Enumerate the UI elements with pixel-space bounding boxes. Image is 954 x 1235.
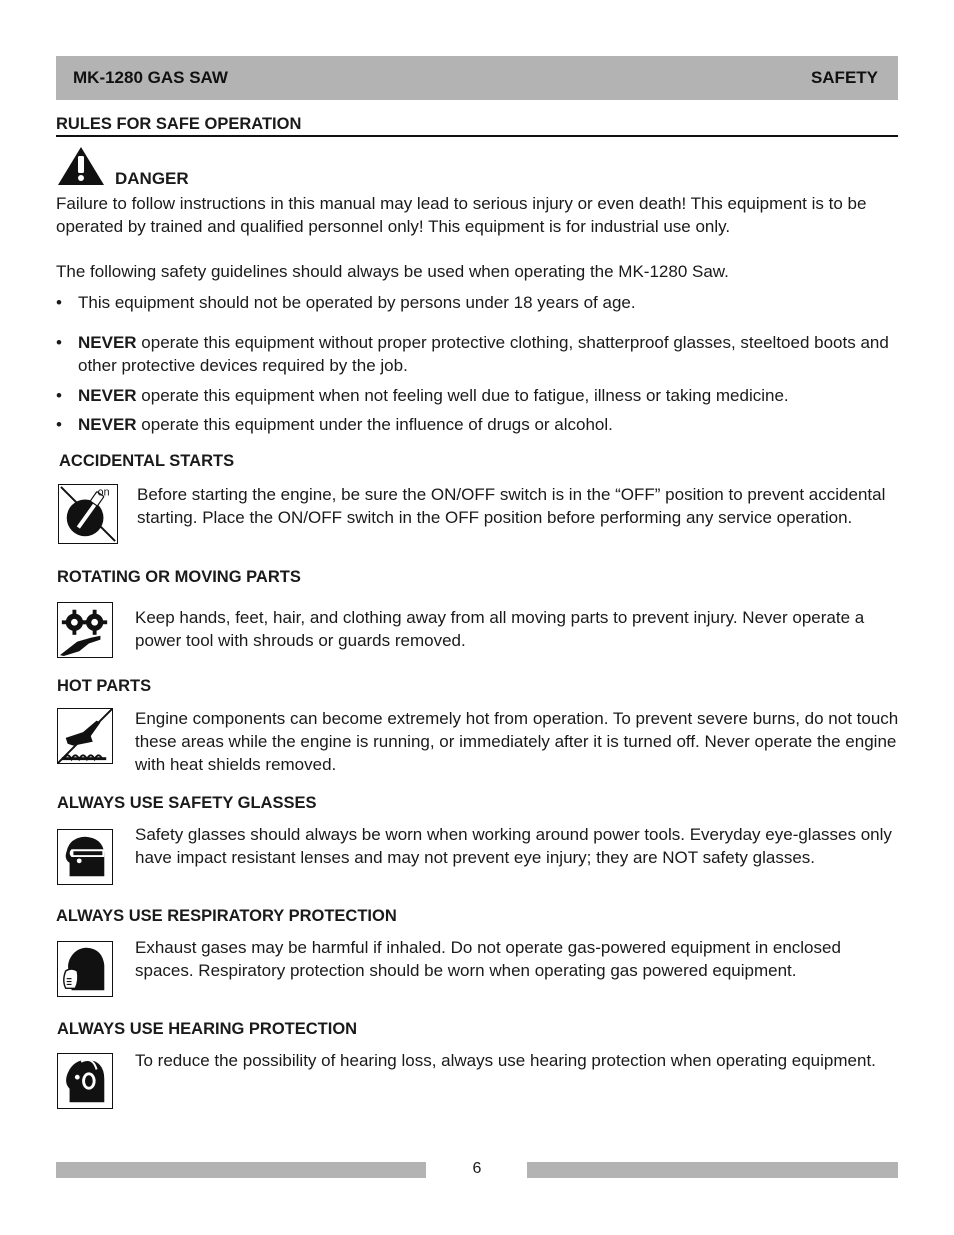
- safety-glasses-icon: [57, 829, 113, 885]
- hot-surface-icon: [57, 708, 113, 764]
- list-item: • This equipment should not be operated by persons under 18 years of age.: [56, 293, 636, 312]
- gears-hand-icon: [57, 602, 113, 658]
- page-number: 6: [472, 1160, 482, 1177]
- section-title: RULES FOR SAFE OPERATION: [56, 115, 898, 137]
- header-bar: [56, 56, 898, 100]
- svg-text:on: on: [97, 486, 110, 499]
- respiratory-heading: ALWAYS USE RESPIRATORY PROTECTION: [56, 907, 397, 925]
- respiratory-text: Exhaust gases may be harmful if inhaled. Do not operate gas-powered equipment in enclosed spaces. Respiratory protection should be worn when operating gas powered equipment.: [135, 938, 841, 980]
- hot-parts-heading: HOT PARTS: [57, 677, 152, 695]
- warning-triangle-icon: [57, 146, 105, 191]
- accidental-starts-heading: ACCIDENTAL STARTS: [59, 452, 235, 470]
- footer-bar-left: [56, 1162, 426, 1178]
- moving-parts-heading: ROTATING OR MOVING PARTS: [57, 568, 301, 586]
- safety-glasses-heading: ALWAYS USE SAFETY GLASSES: [57, 794, 317, 812]
- moving-parts-text: Keep hands, feet, hair, and clothing away from all moving parts to prevent injury. Never operate a power tool with shrouds or guards removed.: [135, 608, 865, 650]
- list-item: • NEVER operate this equipment without proper protective clothing, shatterproof glasses, steeltoed boots and other protective devices required by the job.: [56, 333, 889, 375]
- safety-glasses-text: Safety glasses should always be worn when working around power tools. Everyday eye-glasses only have impact resistant lenses and may not prevent eye injury; they are NOT safety glasses.: [135, 825, 892, 867]
- list-item: • NEVER operate this equipment under the influence of drugs or alcohol.: [56, 415, 613, 434]
- hearing-protection-icon: [57, 1053, 113, 1109]
- accidental-starts-text: Before starting the engine, be sure the ON/OFF switch is in the “OFF” position to prevent accidental starting. Place the ON/OFF switch in the OFF position before performing any service operation.: [137, 485, 886, 527]
- hearing-text: To reduce the possibility of hearing loss, always use hearing protection when operating equipment.: [135, 1051, 876, 1070]
- header-section-title: SAFETY: [810, 68, 878, 87]
- header-model-title: MK-1280 GAS SAW: [73, 68, 228, 87]
- switch-off-icon: [58, 484, 118, 544]
- intro-text: The following safety guidelines should always be used when operating the MK-1280 Saw.: [56, 262, 729, 281]
- footer-bar-right: [527, 1162, 898, 1178]
- danger-label: DANGER: [115, 169, 189, 188]
- danger-text: Failure to follow instructions in this manual may lead to serious injury or even death! This equipment is to be operated by trained and qualified personnel only! This equipment is for industrial use only.: [56, 194, 867, 236]
- hearing-heading: ALWAYS USE HEARING PROTECTION: [57, 1020, 358, 1038]
- list-item: • NEVER operate this equipment when not feeling well due to fatigue, illness or taking medicine.: [56, 386, 789, 405]
- respirator-icon: [57, 941, 113, 997]
- hot-parts-text: Engine components can become extremely hot from operation. To prevent severe burns, do not touch these areas while the engine is running, or immediately after it is turned off. Never operate the engine with heat shields removed.: [135, 709, 899, 774]
